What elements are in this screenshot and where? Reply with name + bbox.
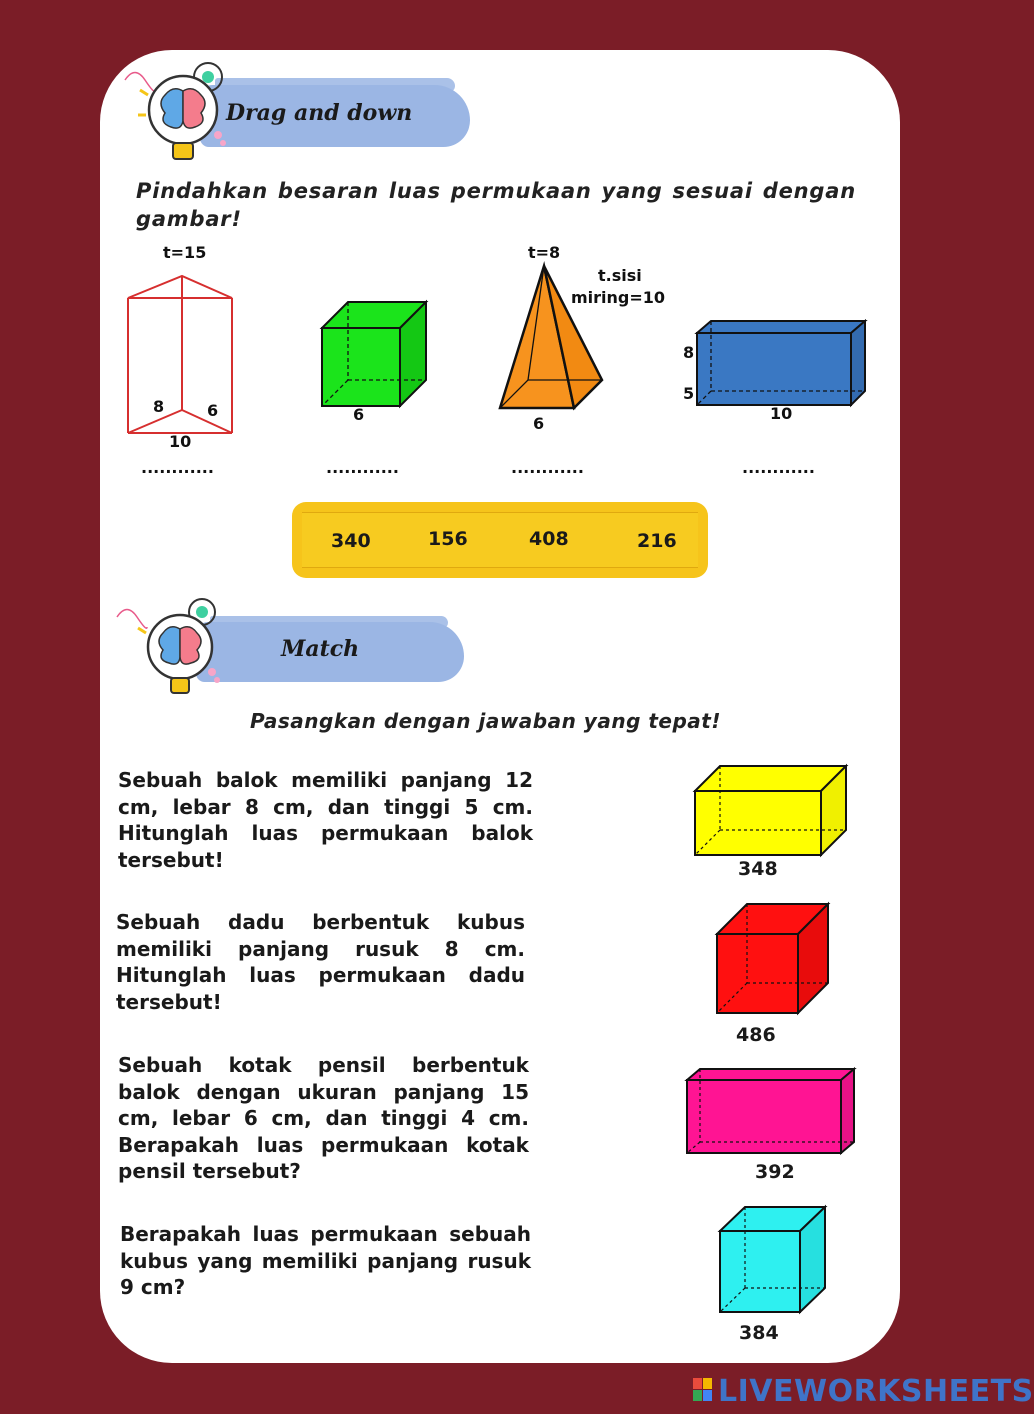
pyramid-slant-label-1: t.sisi — [598, 266, 642, 285]
cuboid-label-10: 10 — [770, 404, 793, 423]
section1-instruction: Pindahkan besaran luas permukaan yang sesuai dengan gambar! — [136, 179, 856, 231]
cuboid-answer-drop-zone[interactable]: ............ — [742, 458, 815, 477]
cube-answer-drop-zone[interactable]: ............ — [326, 458, 399, 477]
match-question-4[interactable] — [120, 1221, 531, 1301]
prism-answer-drop-zone[interactable]: ............ — [141, 458, 214, 477]
green-cube-figure — [318, 298, 430, 410]
question-line: panjang rusuk 9 cm? — [120, 1248, 531, 1299]
match-question-2[interactable] — [116, 909, 525, 1015]
question-line: Hitunglah luas permukaan balok — [118, 821, 533, 845]
pyramid-base-label: 6 — [533, 414, 545, 433]
choice-chip[interactable]: 216 — [637, 530, 677, 552]
match-answer-1[interactable]: 348 — [738, 858, 778, 880]
blue-cuboid-figure — [693, 317, 869, 409]
question-line: memiliki panjang rusuk 8 cm. — [116, 936, 525, 961]
question-line: Berapakah luas permukaan — [120, 1222, 438, 1246]
section1-banner-stroke — [215, 78, 455, 92]
cyan-cube-figure[interactable] — [717, 1204, 829, 1316]
pink-cuboid-figure[interactable] — [684, 1066, 858, 1158]
pyramid-slant-label-2: miring=10 — [571, 288, 666, 307]
question-line: Sebuah balok memiliki panjang 12 — [118, 768, 533, 792]
red-cube-figure[interactable] — [714, 901, 832, 1017]
section2-title: Match — [281, 636, 360, 662]
question-line: balok dengan ukuran panjang 15 — [118, 1079, 529, 1104]
match-answer-4[interactable]: 384 — [739, 1322, 779, 1344]
question-line: cm, lebar 6 cm, dan tinggi 4 cm. — [118, 1106, 529, 1130]
question-line: Hitunglah luas permukaan dadu — [116, 963, 525, 987]
section2-banner-stroke — [210, 616, 448, 628]
brain-bulb-icon — [120, 55, 235, 165]
choice-chip[interactable]: 156 — [428, 528, 468, 550]
triangular-prism-figure — [122, 270, 240, 440]
prism-label-8: 8 — [153, 397, 165, 416]
prism-label-10: 10 — [169, 432, 192, 451]
match-answer-2[interactable]: 486 — [736, 1024, 776, 1046]
section1-title: Drag and down — [226, 100, 413, 126]
question-line: sebuah kubus yang memiliki — [120, 1222, 531, 1273]
yellow-cuboid-figure[interactable] — [692, 763, 850, 859]
choice-chip[interactable]: 340 — [331, 530, 371, 552]
question-line: Berapakah luas permukaan — [118, 1132, 449, 1157]
pyramid-answer-drop-zone[interactable]: ............ — [511, 458, 584, 477]
match-answer-3[interactable]: 392 — [755, 1161, 795, 1183]
brain-bulb-icon — [112, 592, 227, 702]
match-question-3[interactable] — [118, 1052, 529, 1185]
prism-label-6: 6 — [207, 401, 219, 420]
match-question-1[interactable] — [118, 767, 533, 873]
cube-label-6: 6 — [353, 405, 365, 424]
question-line: tersebut! — [118, 847, 224, 872]
liveworksheets-logo-icon — [693, 1378, 713, 1402]
question-line: Sebuah kotak pensil berbentuk — [118, 1053, 529, 1077]
pyramid-figure — [494, 262, 608, 414]
choice-chip[interactable]: 408 — [529, 528, 569, 550]
cuboid-label-8: 8 — [683, 343, 695, 362]
liveworksheets-watermark: LIVEWORKSHEETS — [718, 1374, 1034, 1409]
cuboid-label-5: 5 — [683, 384, 695, 403]
prism-height-label: t=15 — [163, 243, 207, 262]
pyramid-height-label: t=8 — [528, 243, 561, 262]
question-line: kotak pensil tersebut? — [118, 1132, 529, 1183]
question-line: tersebut! — [116, 989, 222, 1014]
question-line: cm, lebar 8 cm, dan tinggi 5 cm. — [118, 794, 533, 819]
question-line: Sebuah dadu berbentuk kubus — [116, 910, 525, 934]
section2-instruction: Pasangkan dengan jawaban yang tepat! — [250, 709, 721, 733]
